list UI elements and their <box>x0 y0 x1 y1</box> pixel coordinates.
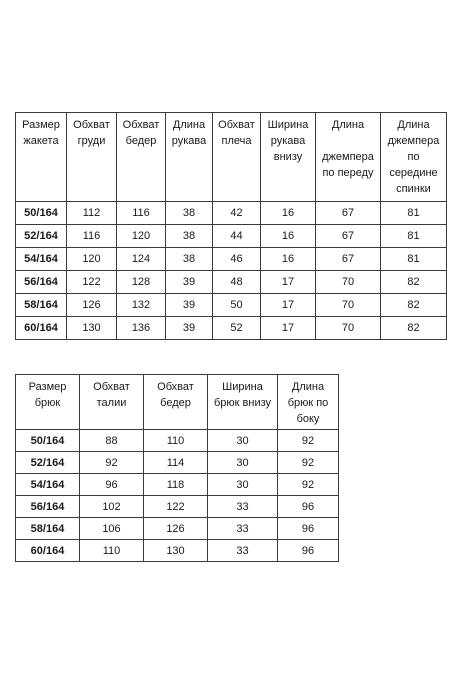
value-cell: 120 <box>67 248 117 271</box>
header-cell <box>16 113 67 202</box>
value-cell: 106 <box>80 518 144 540</box>
size-cell: 54/164 <box>16 474 80 496</box>
value-cell: 116 <box>117 202 166 225</box>
table-row <box>16 496 339 518</box>
value-cell: 82 <box>381 294 447 317</box>
value-cell: 17 <box>261 317 316 340</box>
value-cell: 96 <box>278 496 339 518</box>
value-cell: 33 <box>208 496 278 518</box>
table-row <box>16 518 339 540</box>
header-cell <box>117 113 166 202</box>
value-cell: 96 <box>278 518 339 540</box>
value-cell: 128 <box>117 271 166 294</box>
value-cell: 136 <box>117 317 166 340</box>
header-label: Обхват плеча <box>218 119 255 147</box>
value-cell: 16 <box>261 248 316 271</box>
trousers-size-table <box>15 374 339 562</box>
header-label: Длина рукава <box>171 119 207 147</box>
value-cell: 67 <box>316 248 381 271</box>
value-cell: 30 <box>208 430 278 452</box>
value-cell: 110 <box>144 430 208 452</box>
header-label: Размер брюк <box>28 381 67 409</box>
value-cell: 102 <box>80 496 144 518</box>
header-cell <box>261 113 316 202</box>
value-cell: 92 <box>278 474 339 496</box>
value-cell: 30 <box>208 452 278 474</box>
value-cell: 124 <box>117 248 166 271</box>
header-label: Длина брюк по боку <box>287 381 329 425</box>
header-cell <box>166 113 213 202</box>
value-cell: 50 <box>213 294 261 317</box>
header-cell <box>213 113 261 202</box>
value-cell: 70 <box>316 317 381 340</box>
table-row <box>16 225 447 248</box>
header-label: Обхват груди <box>73 119 110 147</box>
value-cell: 46 <box>213 248 261 271</box>
header-cell <box>278 375 339 430</box>
size-cell: 54/164 <box>16 248 67 271</box>
value-cell: 33 <box>208 540 278 562</box>
value-cell: 81 <box>381 202 447 225</box>
value-cell: 132 <box>117 294 166 317</box>
size-cell: 58/164 <box>16 294 67 317</box>
table-row <box>16 452 339 474</box>
jacket-table-body <box>16 202 447 340</box>
value-cell: 48 <box>213 271 261 294</box>
size-cell: 52/164 <box>16 452 80 474</box>
value-cell: 92 <box>80 452 144 474</box>
value-cell: 16 <box>261 225 316 248</box>
value-cell: 118 <box>144 474 208 496</box>
header-cell <box>80 375 144 430</box>
header-cell <box>208 375 278 430</box>
value-cell: 126 <box>144 518 208 540</box>
value-cell: 81 <box>381 225 447 248</box>
value-cell: 70 <box>316 271 381 294</box>
header-label: Длина джемпера по середине спинки <box>387 119 440 195</box>
table-row <box>16 202 447 225</box>
value-cell: 96 <box>80 474 144 496</box>
header-label: Ширина рукава внизу <box>267 119 309 163</box>
value-cell: 70 <box>316 294 381 317</box>
value-cell: 82 <box>381 317 447 340</box>
value-cell: 92 <box>278 430 339 452</box>
value-cell: 42 <box>213 202 261 225</box>
value-cell: 114 <box>144 452 208 474</box>
value-cell: 122 <box>67 271 117 294</box>
value-cell: 110 <box>80 540 144 562</box>
value-cell: 126 <box>67 294 117 317</box>
header-cell <box>316 113 381 202</box>
jacket-size-table <box>15 112 447 340</box>
value-cell: 112 <box>67 202 117 225</box>
table-row <box>16 474 339 496</box>
value-cell: 92 <box>278 452 339 474</box>
header-label: Обхват бедер <box>157 381 194 409</box>
value-cell: 81 <box>381 248 447 271</box>
size-cell: 58/164 <box>16 518 80 540</box>
value-cell: 39 <box>166 271 213 294</box>
header-cell <box>67 113 117 202</box>
value-cell: 38 <box>166 248 213 271</box>
value-cell: 30 <box>208 474 278 496</box>
header-cell <box>144 375 208 430</box>
value-cell: 39 <box>166 317 213 340</box>
value-cell: 17 <box>261 271 316 294</box>
value-cell: 88 <box>80 430 144 452</box>
header-label: Обхват бедер <box>122 119 160 147</box>
size-cell: 50/164 <box>16 202 67 225</box>
table-row <box>16 248 447 271</box>
value-cell: 116 <box>67 225 117 248</box>
value-cell: 33 <box>208 518 278 540</box>
size-cell: 52/164 <box>16 225 67 248</box>
size-cell: 56/164 <box>16 271 67 294</box>
value-cell: 38 <box>166 225 213 248</box>
header-label: Размер жакета <box>22 119 60 147</box>
value-cell: 82 <box>381 271 447 294</box>
table-row <box>16 294 447 317</box>
value-cell: 96 <box>278 540 339 562</box>
size-cell: 60/164 <box>16 317 67 340</box>
table-row <box>16 271 447 294</box>
header-label: Обхват талии <box>93 381 130 409</box>
size-cell: 60/164 <box>16 540 80 562</box>
trousers-table-header-row <box>16 375 339 430</box>
value-cell: 17 <box>261 294 316 317</box>
value-cell: 67 <box>316 202 381 225</box>
value-cell: 38 <box>166 202 213 225</box>
value-cell: 44 <box>213 225 261 248</box>
value-cell: 130 <box>67 317 117 340</box>
table-row <box>16 430 339 452</box>
header-cell <box>381 113 447 202</box>
header-label: Длина джемпера по переду <box>322 119 374 179</box>
value-cell: 52 <box>213 317 261 340</box>
value-cell: 130 <box>144 540 208 562</box>
value-cell: 120 <box>117 225 166 248</box>
value-cell: 67 <box>316 225 381 248</box>
trousers-table-body <box>16 430 339 562</box>
value-cell: 39 <box>166 294 213 317</box>
size-cell: 50/164 <box>16 430 80 452</box>
value-cell: 122 <box>144 496 208 518</box>
header-label: Ширина брюк внизу <box>213 381 272 409</box>
header-cell <box>16 375 80 430</box>
table-row <box>16 317 447 340</box>
table-row <box>16 540 339 562</box>
value-cell: 16 <box>261 202 316 225</box>
jacket-table-header-row <box>16 113 447 202</box>
size-cell: 56/164 <box>16 496 80 518</box>
